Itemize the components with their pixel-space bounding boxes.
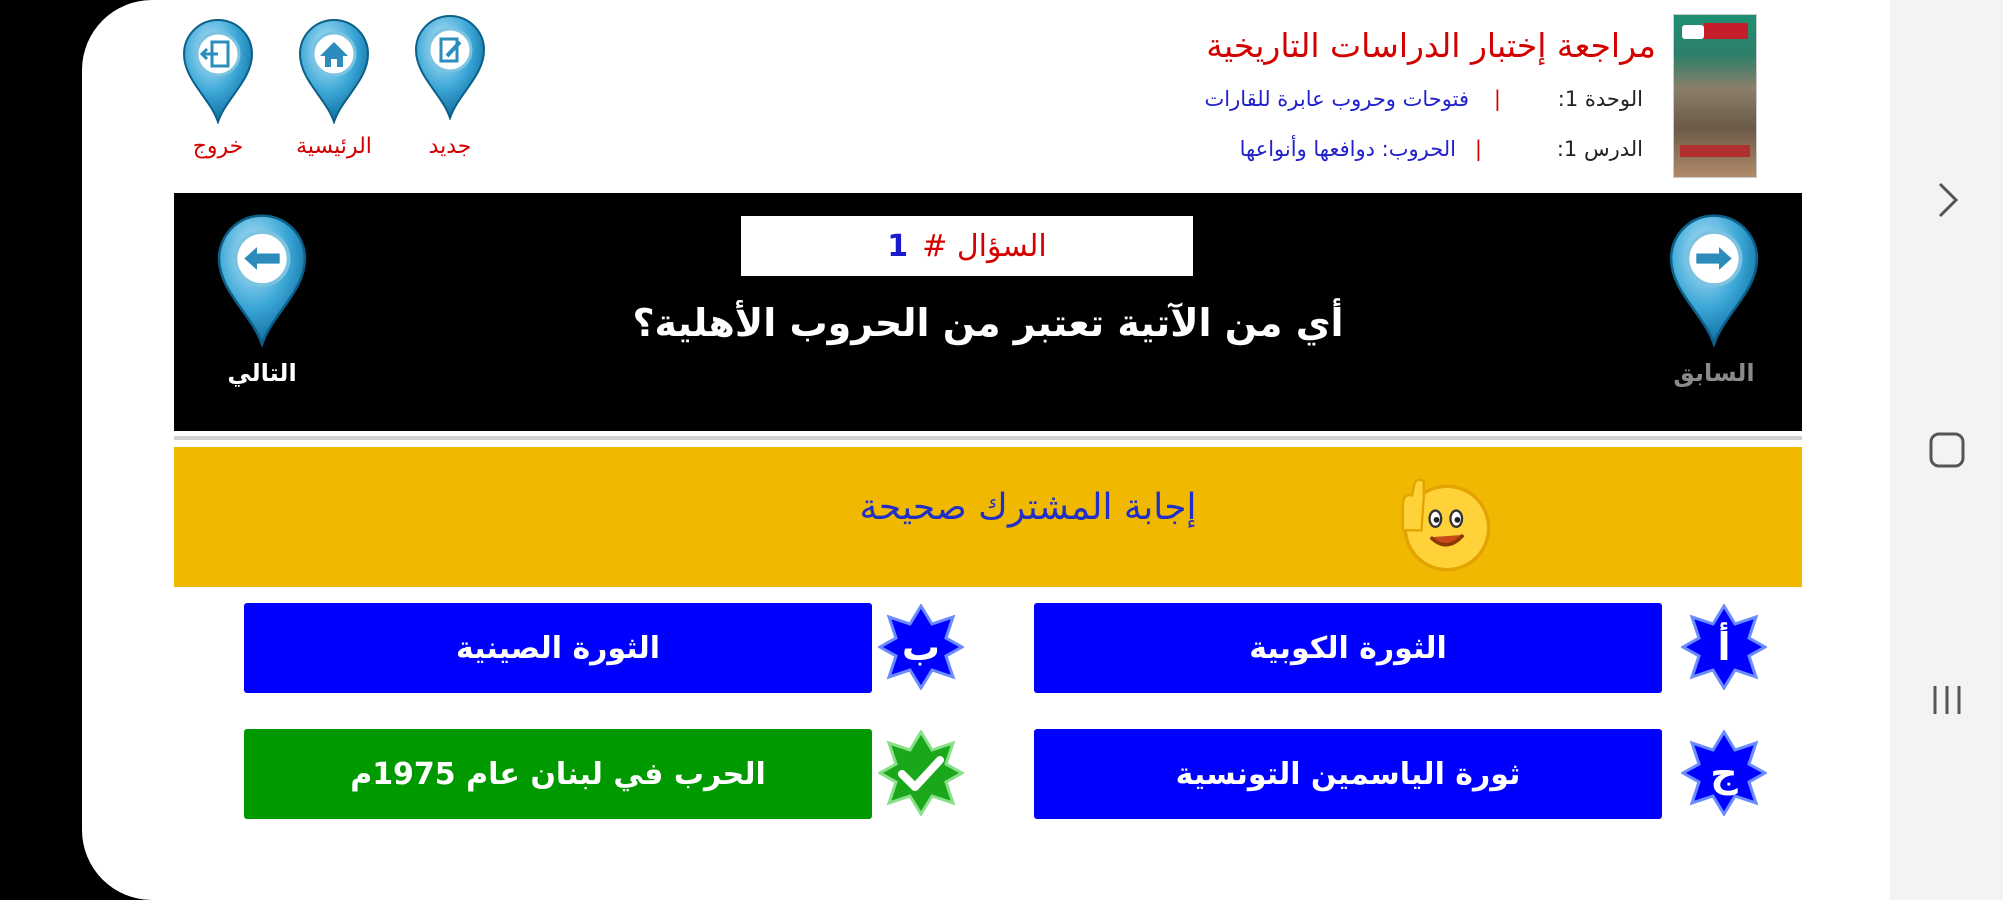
arrow-left-pin-icon <box>214 213 310 347</box>
home-nav-button[interactable] <box>1890 410 2003 490</box>
answer-c-badge <box>1681 730 1767 816</box>
answer-option-b[interactable] <box>244 603 872 693</box>
unit-name: فتوحات وحروب عابرة للقارات <box>1204 87 1469 111</box>
previous-label: السابق <box>1673 359 1755 387</box>
check-star-badge-icon <box>878 730 964 816</box>
lesson-label: الدرس 1: <box>1556 137 1643 161</box>
unit-label: الوحدة 1: <box>1557 87 1643 111</box>
recents-bars-icon <box>1927 680 1967 720</box>
home-pin-icon <box>296 18 372 124</box>
app-screen <box>82 0 1890 900</box>
feedback-banner <box>174 447 1802 587</box>
arrow-right-pin-icon <box>1666 213 1762 347</box>
new-label: جديد <box>428 134 472 159</box>
exit-button[interactable] <box>158 14 278 164</box>
answer-a-badge <box>1681 604 1767 690</box>
exit-pin-icon <box>180 18 256 124</box>
question-text: أي من الآتية تعتبر من الحروب الأهلية؟ <box>632 301 1344 345</box>
header-separator: | <box>1493 87 1501 111</box>
question-number: 1 <box>887 228 909 264</box>
chevron-right-icon <box>1932 178 1962 222</box>
square-icon <box>1927 430 1967 470</box>
home-label: الرئيسية <box>296 134 372 159</box>
answer-option-d-correct[interactable] <box>244 729 872 819</box>
back-button[interactable] <box>1890 160 2003 240</box>
feedback-text: إجابة المشترك صحيحة <box>859 487 1197 528</box>
answer-d-badge <box>878 730 964 816</box>
next-button[interactable] <box>202 213 322 413</box>
header-separator: | <box>1474 137 1482 161</box>
new-button[interactable] <box>390 14 510 164</box>
divider <box>174 436 1802 440</box>
exit-label: خروج <box>192 134 244 159</box>
previous-button[interactable] <box>1654 213 1774 413</box>
question-panel <box>174 193 1802 431</box>
new-pin-icon <box>412 14 488 120</box>
question-number-box <box>741 216 1193 276</box>
answer-text: الثورة الكوبية <box>1249 630 1447 666</box>
answer-b-badge <box>878 604 964 690</box>
question-number-label: السؤال # <box>922 228 1047 264</box>
lesson-name: الحروب: دوافعها وأنواعها <box>1239 137 1456 161</box>
answer-letter: ج <box>1710 751 1738 795</box>
next-label: التالي <box>227 359 297 387</box>
recents-button[interactable] <box>1890 660 2003 740</box>
answer-text: الحرب في لبنان عام 1975م <box>350 756 766 792</box>
answer-option-a[interactable] <box>1034 603 1662 693</box>
answer-letter: ب <box>901 625 941 669</box>
answer-text: الثورة الصينية <box>455 630 661 666</box>
app-title: مراجعة إختبار الدراسات التاريخية <box>1206 26 1656 65</box>
answer-letter: أ <box>1717 625 1731 669</box>
book-cover-thumbnail <box>1673 14 1757 178</box>
system-navigation-bar <box>1890 0 2003 900</box>
answer-option-c[interactable] <box>1034 729 1662 819</box>
answer-text: ثورة الياسمين التونسية <box>1175 756 1521 792</box>
home-button[interactable] <box>274 14 394 164</box>
